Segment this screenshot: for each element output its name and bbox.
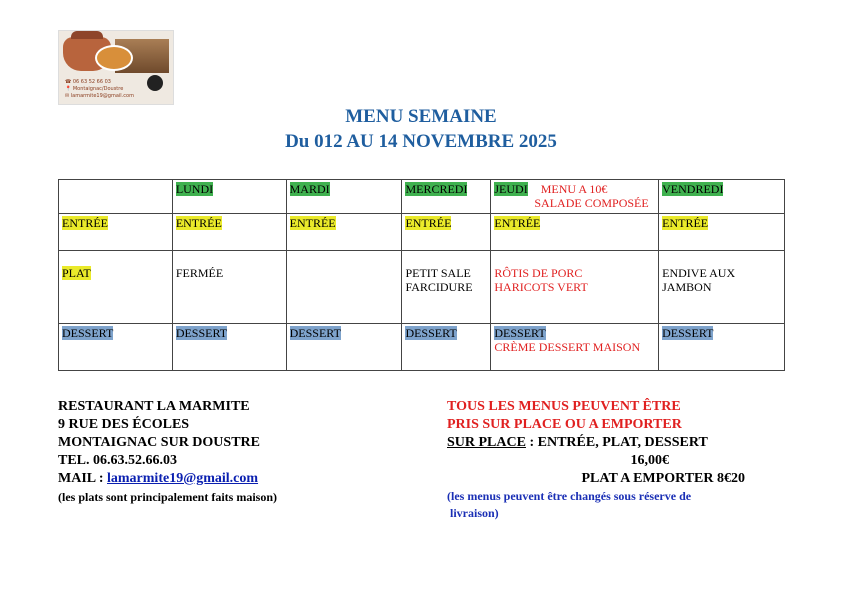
table-cell	[659, 324, 785, 371]
table-cell	[286, 180, 402, 214]
row-label-plat: PLAT	[62, 266, 91, 280]
table-row	[59, 180, 785, 214]
page-subtitle: Du 012 AU 14 NOVEMBRE 2025	[285, 131, 557, 152]
mail-label: MAIL :	[58, 471, 107, 486]
mail-line	[58, 470, 277, 488]
emporter-price: PLAT A EMPORTER 8€20	[581, 471, 745, 486]
dessert-label: DESSERT	[405, 326, 457, 340]
table-cell	[491, 324, 659, 371]
table-cell	[286, 324, 402, 371]
table-cell	[491, 214, 659, 251]
table-row	[59, 251, 785, 324]
table-cell	[286, 214, 402, 251]
homemade-note: (les plats sont principalement faits maison)	[58, 490, 277, 504]
day-header: MERCREDI	[405, 182, 468, 196]
restaurant-name: RESTAURANT LA MARMITE	[58, 399, 250, 414]
plat-vendredi: JAMBON	[662, 280, 712, 294]
plat-jeudi: RÔTIS DE PORC	[494, 266, 583, 280]
table-cell	[59, 324, 173, 371]
table-cell	[402, 180, 491, 214]
pricing-heading: PRIS SUR PLACE OU A EMPORTER	[447, 417, 682, 432]
sur-place-line	[447, 434, 747, 452]
dessert-label: DESSERT	[494, 326, 546, 340]
row-label-dessert: DESSERT	[62, 326, 114, 340]
pricing-block	[447, 398, 747, 522]
day-header: LUNDI	[175, 182, 214, 196]
sur-place-items: : ENTRÉE, PLAT, DESSERT	[525, 435, 708, 450]
plat-mercredi: FARCIDURE	[405, 280, 473, 294]
contact-block	[58, 398, 277, 506]
row-label-entree: ENTRÉE	[62, 216, 108, 230]
table-cell	[402, 324, 491, 371]
table-row	[59, 214, 785, 251]
entree-label: ENTRÉE	[494, 216, 541, 230]
restaurant-logo	[58, 30, 174, 105]
table-cell	[659, 251, 785, 324]
entree-label: ENTRÉE	[405, 216, 452, 230]
table-cell	[59, 214, 173, 251]
table-cell	[402, 251, 491, 324]
jeudi-note: SALADE COMPOSÉE	[534, 196, 649, 210]
email-link[interactable]: lamarmite19@gmail.com	[107, 471, 259, 486]
dessert-label: DESSERT	[289, 326, 341, 340]
tripadvisor-icon	[147, 75, 163, 91]
street-address: 9 RUE DES ÉCOLES	[58, 417, 190, 432]
menu-table	[58, 179, 785, 371]
table-row	[59, 324, 785, 371]
sur-place-price: 16,00€	[630, 453, 669, 468]
change-note: (les menus peuvent être changés sous réserve de	[447, 489, 692, 503]
table-cell	[172, 180, 286, 214]
table-cell	[286, 251, 402, 324]
dessert-label: DESSERT	[175, 326, 228, 340]
table-cell	[172, 214, 286, 251]
pricing-heading: TOUS LES MENUS PEUVENT ÊTRE	[447, 399, 681, 414]
day-header: MARDI	[289, 182, 330, 196]
logo-line: ☎ 06 63 52 66 03	[65, 79, 111, 85]
logo-line: ✉ lamarmite19@gmail.com	[65, 93, 134, 99]
table-cell	[59, 251, 173, 324]
table-cell	[172, 251, 286, 324]
table-cell	[659, 180, 785, 214]
plat-vendredi: ENDIVE AUX	[662, 266, 736, 280]
dessert-label: DESSERT	[662, 326, 714, 340]
entree-label: ENTRÉE	[175, 216, 222, 230]
table-cell	[659, 214, 785, 251]
plat-lundi: FERMÉE	[175, 266, 224, 280]
phone: TEL. 06.63.52.66.03	[58, 453, 178, 468]
table-cell	[172, 324, 286, 371]
entree-label: ENTRÉE	[289, 216, 336, 230]
table-cell	[402, 214, 491, 251]
table-cell	[491, 180, 659, 214]
table-cell	[59, 180, 173, 214]
city: MONTAIGNAC SUR DOUSTRE	[58, 435, 260, 450]
change-note: livraison)	[450, 506, 499, 520]
sur-place-label: SUR PLACE	[447, 435, 526, 450]
day-header: JEUDI	[494, 182, 528, 196]
plat-mercredi: PETIT SALE	[405, 266, 471, 280]
page-title: MENU SEMAINE	[345, 106, 497, 127]
jeudi-note: MENU A 10€	[540, 182, 608, 196]
entree-label: ENTRÉE	[662, 216, 709, 230]
logo-line: 📍 Montaignac/Doustre	[65, 86, 124, 92]
dessert-jeudi: CRÈME DESSERT MAISON	[494, 340, 641, 354]
table-cell	[491, 251, 659, 324]
plat-jeudi: HARICOTS VERT	[494, 280, 588, 294]
brand-emblem	[95, 45, 133, 71]
day-header: VENDREDI	[662, 182, 724, 196]
